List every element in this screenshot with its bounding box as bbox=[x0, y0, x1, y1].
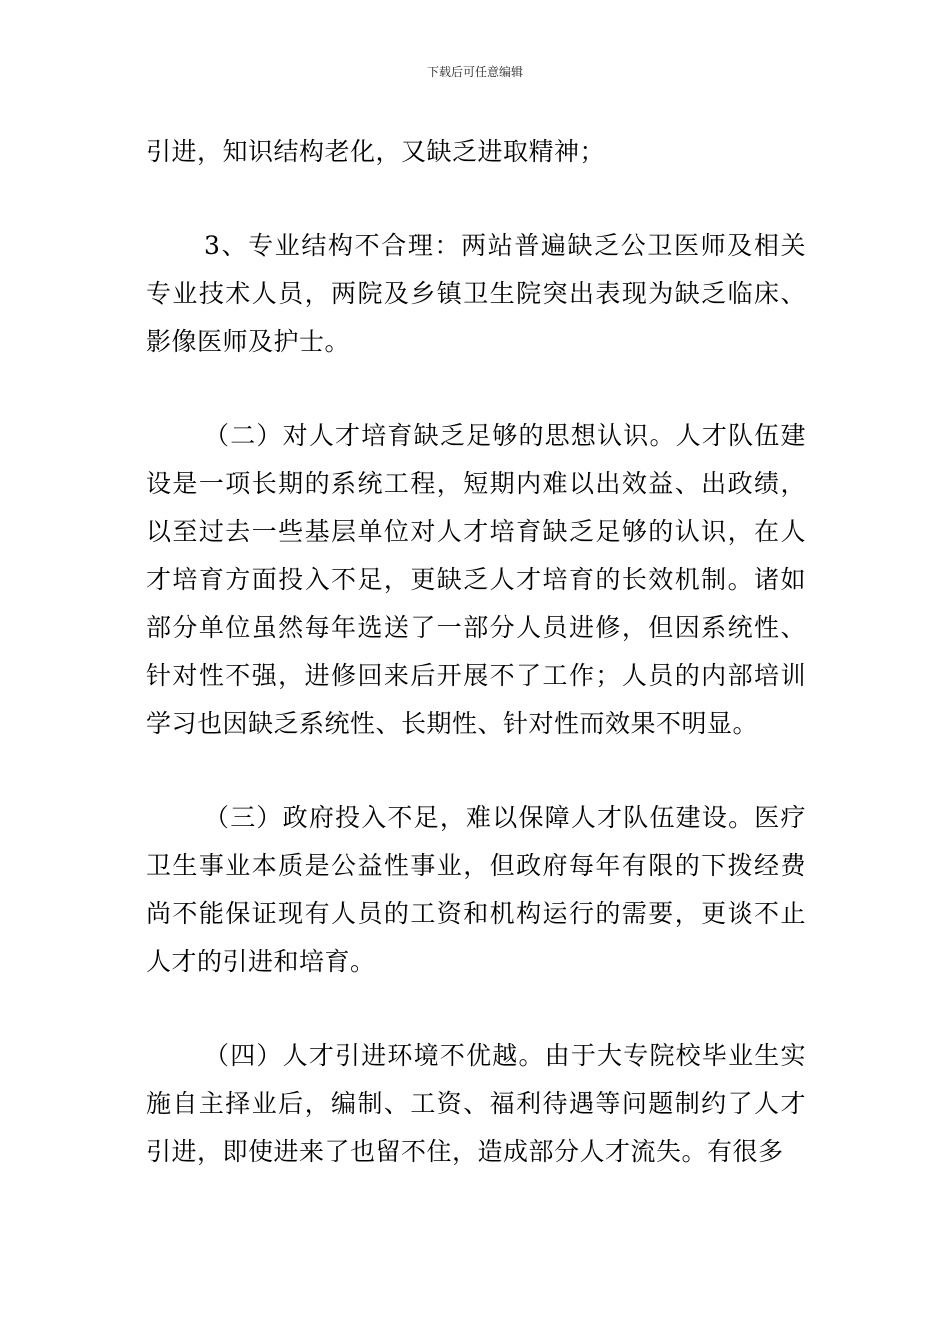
paragraph-continuation: 引进，知识结构老化，又缺乏进取精神； bbox=[146, 137, 606, 166]
document-body bbox=[146, 128, 806, 1176]
paragraph-government-investment: （三）政府投入不足，难以保障人才队伍建设。医疗卫生事业本质是公益性事业，但政府每年有限的下拨经费尚不能保证现有人员的工资和机构运行的需要，更谈不止人才的引进和培育。 bbox=[146, 803, 806, 976]
paragraph-talent-cultivation: （二）对人才培育缺乏足够的思想认识。人才队伍建设是一项长期的系统工程，短期内难以出效益、出政绩，以至过去一些基层单位对人才培育缺乏足够的认识，在人才培育方面投入不足，更缺乏人才培育的长效机制。诸如部分单位虽然每年选送了一部分人员进修，但因系统性、针对性不强，进修回来后开展不了工作；人员的内部培训学习也因缺乏系统性、长期性、针对性而效果不明显。 bbox=[146, 421, 806, 738]
page-header-note: 下载后可任意编辑 bbox=[426, 65, 523, 79]
paragraph-professional-structure: 3、专业结构不合理：两站普遍缺乏公卫医师及相关专业技术人员，两院及乡镇卫生院突出表现为缺乏临床、影像医师及护士。 bbox=[146, 231, 806, 356]
paragraph-recruitment-environment: （四）人才引进环境不优越。由于大专院校毕业生实施自主择业后，编制、工资、福利待遇等问题制约了人才引进，即使进来了也留不住，造成部分人才流失。有很多 bbox=[146, 1041, 806, 1166]
